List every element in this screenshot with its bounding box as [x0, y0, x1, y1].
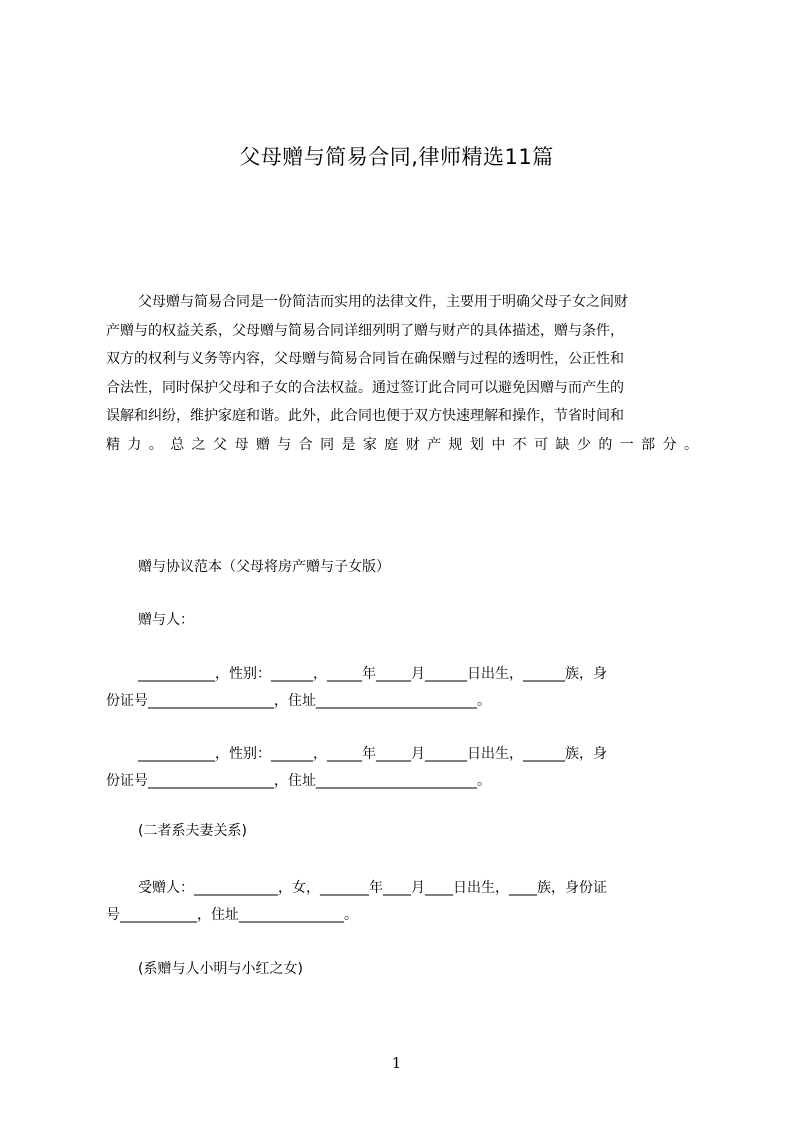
donee-note-text: (系赠与人小明与小红之女)	[138, 961, 303, 977]
intro-line: 产赠与的权益关系，父母赠与简易合同详细列明了赠与财产的具体描述，赠与条件，	[106, 322, 624, 339]
page-number: 1	[391, 1054, 402, 1072]
donor-label	[106, 607, 700, 634]
donor-label-text: 赠与人：	[138, 612, 194, 628]
donee-info	[106, 875, 700, 929]
intro-line: 误解和纠纷，维护家庭和谐。此外，此合同也便于双方快速理解和操作，节省时间和	[106, 408, 624, 424]
intro-line: 双方的权利与义务等内容，父母赠与简易合同旨在确保赠与过程的透明性，公正性和	[106, 351, 624, 367]
donee-note	[106, 956, 700, 983]
donee-line: 受赠人：____________，女，_______年____月____日出生，____族，身份证	[138, 880, 607, 896]
relation-note-text: (二者系夫妻关系)	[138, 823, 247, 839]
donor-1-line: 份证号__________________，住址_______________________。	[106, 693, 491, 709]
intro-paragraph	[106, 288, 698, 459]
agreement-heading	[106, 554, 700, 581]
relation-note	[106, 818, 700, 845]
intro-line: 父母赠与简易合同是一份简洁而实用的法律文件，主要用于明确父母子女之间财	[138, 294, 628, 310]
donor-2-line: ___________，性别：______，_____年_____月______日出生，______族，身	[138, 746, 607, 762]
donor-2-line: 份证号__________________，住址_______________________。	[106, 773, 491, 789]
donee-line: 号___________，住址_______________。	[106, 907, 358, 923]
donor-1-info	[106, 661, 700, 715]
agreement-heading-text: 赠与协议范本（父母将房产赠与子女版）	[138, 559, 390, 575]
donor-1-line: ___________，性别：______，_____年_____月______日出生，______族，身	[138, 666, 607, 682]
document-title: 父母赠与简易合同,律师精选11篇	[239, 145, 554, 169]
intro-line: 精力。总之父母赠与合同是家庭财产规划中不可缺少的一部分。	[106, 436, 698, 453]
intro-line: 合法性，同时保护父母和子女的合法权益。通过签订此合同可以避免因赠与而产生的	[106, 379, 624, 396]
donor-2-info	[106, 741, 700, 795]
